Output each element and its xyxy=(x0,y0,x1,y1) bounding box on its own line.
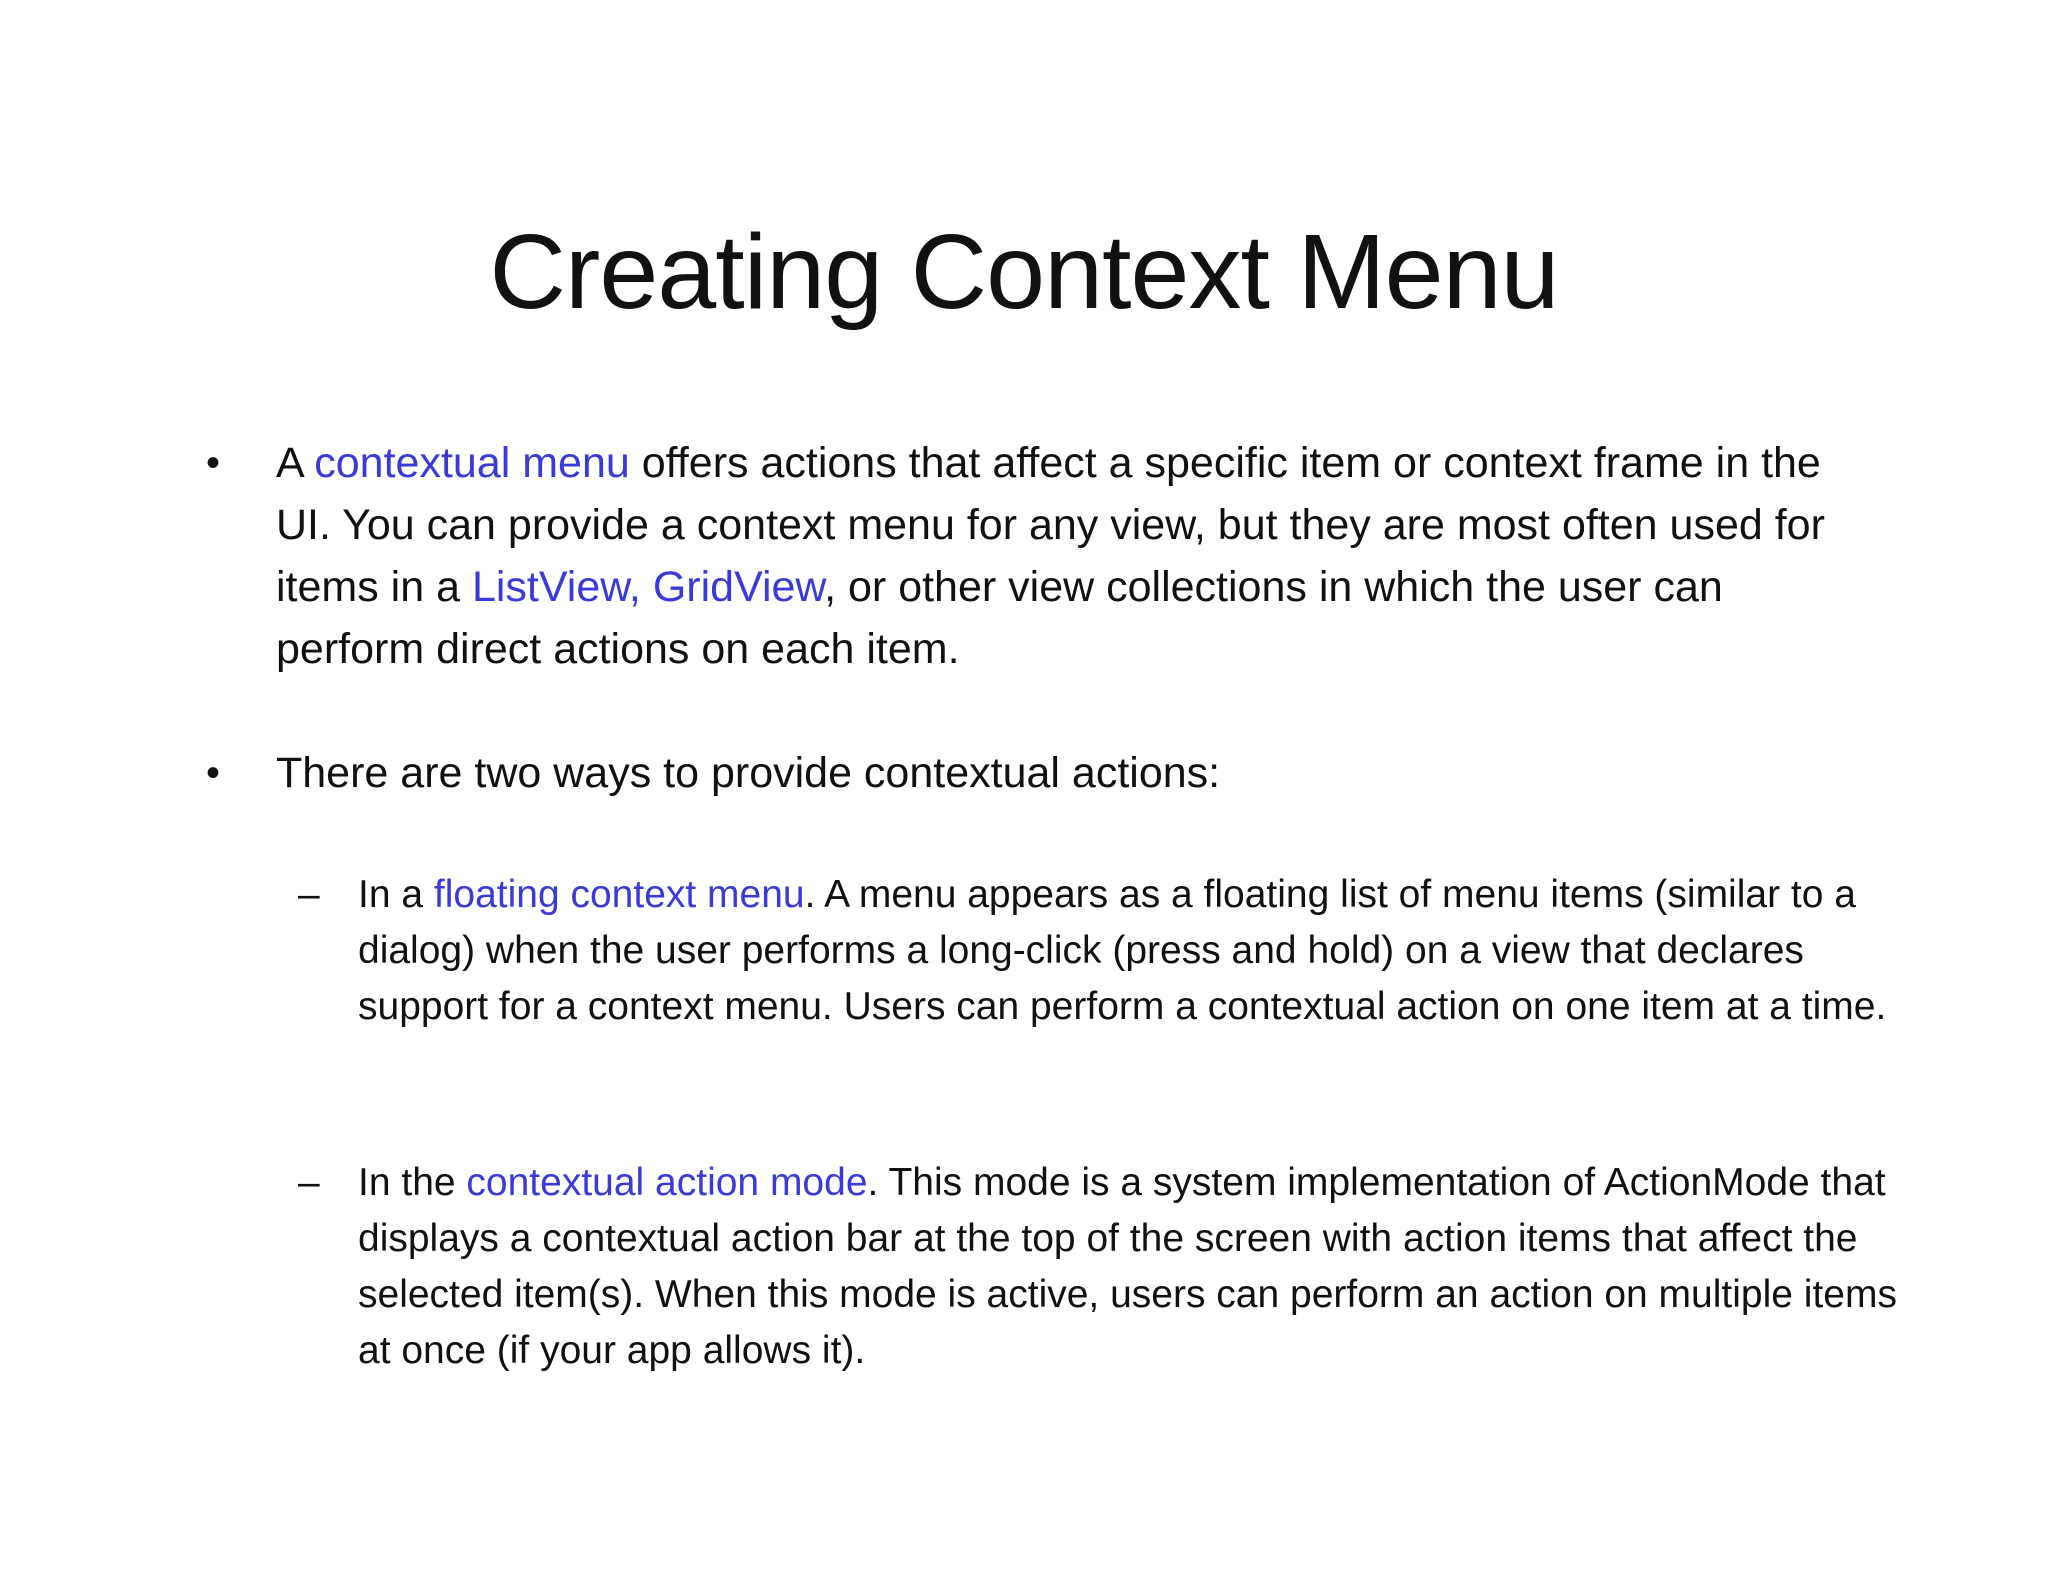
bullet-text: A xyxy=(276,439,315,487)
contextual-action-mode-link[interactable]: contextual action mode xyxy=(466,1161,868,1204)
bullet-text: , or other view collections in which the user can perform direct actions on each item. xyxy=(276,563,1723,673)
sub-bullet-contextual-action-mode xyxy=(298,1155,1898,1379)
sub-bullet-marker: – xyxy=(298,1161,320,1204)
sub-bullet-floating-context-menu xyxy=(298,867,1898,1035)
sub-bullet-text: In the xyxy=(358,1161,467,1204)
sub-bullet-text: . This mode is a system implementation of ActionMode that displays a contextual action bar at the top of the screen with action items that affect the selected item(s). When this mode is active, users can perform an action on multiple items at once (if your app allows it). xyxy=(358,1161,1897,1372)
bullet-text: There are two ways to provide contextual actions: xyxy=(276,749,1221,797)
bullet-text: offers actions that affect a specific item or context frame in the UI. You can provide a context menu for any view, but they are most often used for items in a xyxy=(276,439,1825,611)
bullet-item-contextual-menu xyxy=(206,432,1876,680)
bullet-marker: • xyxy=(206,441,221,485)
sub-bullet-text: . A menu appears as a floating list of menu items (similar to a dialog) when the user performs a long-click (press and hold) on a view that declares support for a context menu. Users can perform a contextual action on one item at a time. xyxy=(358,873,1887,1028)
contextual-menu-link[interactable]: contextual menu xyxy=(314,439,630,487)
sub-bullet-text: In a xyxy=(358,873,434,916)
slide-title: Creating Context Menu xyxy=(489,213,1559,331)
floating-context-menu-link[interactable]: floating context menu xyxy=(433,873,805,916)
bullet-marker: • xyxy=(206,751,221,795)
listview-gridview-link[interactable]: ListView, GridView xyxy=(471,563,825,611)
sub-bullet-marker: – xyxy=(298,873,320,916)
bullet-item-two-ways xyxy=(206,742,1876,804)
